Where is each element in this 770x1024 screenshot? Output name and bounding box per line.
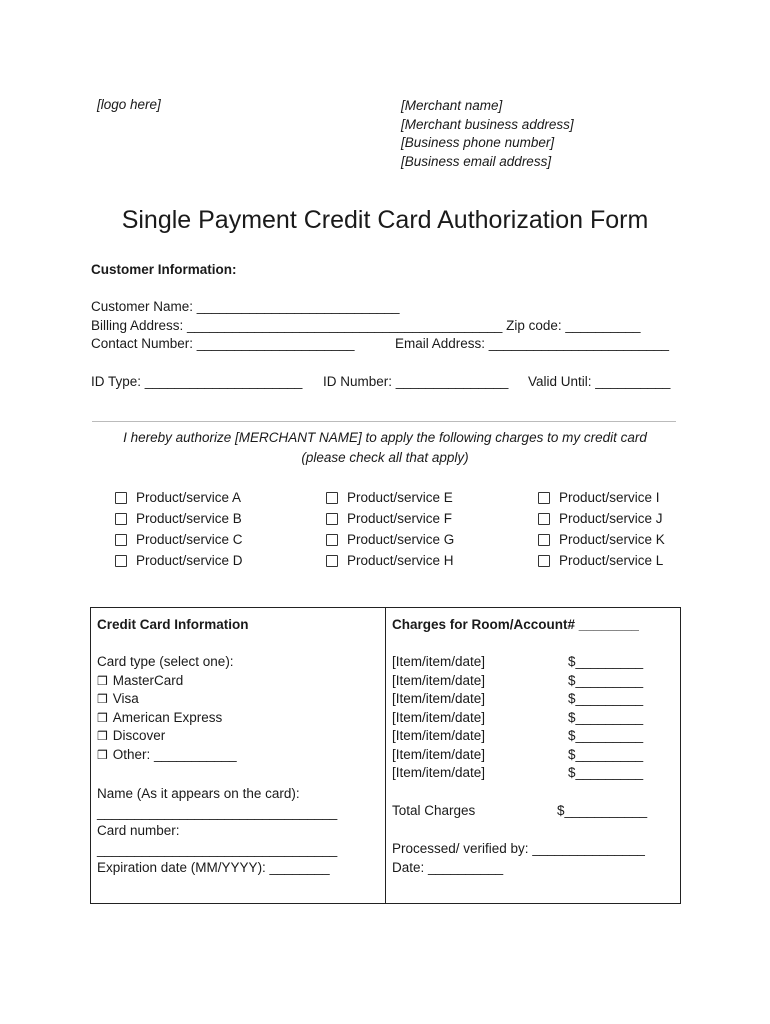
id-number-field[interactable]: ID Number: _______________	[323, 374, 509, 389]
billing-address-field[interactable]: Billing Address: __________________________________________ Zip code: __________	[91, 318, 641, 333]
charge-item: [Item/item/date]	[392, 672, 486, 688]
product-label: Product/service I	[559, 490, 660, 505]
charge-item: [Item/item/date]	[392, 691, 486, 706]
product-option[interactable]	[115, 529, 243, 550]
checkbox[interactable]	[115, 534, 127, 546]
product-label: Product/service J	[559, 511, 663, 526]
section-divider	[92, 421, 676, 422]
total-charges-label: Total Charges	[392, 803, 476, 818]
product-option[interactable]	[538, 529, 665, 550]
card-type-option[interactable]	[97, 690, 237, 709]
charges-heading: Charges for Room/Account# ________	[392, 617, 639, 632]
checkbox[interactable]	[115, 555, 127, 567]
checkbox-icon[interactable]: ❒	[97, 673, 108, 688]
logo-placeholder: [logo here]	[97, 97, 161, 112]
product-option[interactable]	[115, 508, 243, 529]
product-option[interactable]	[326, 550, 454, 571]
checkbox[interactable]	[115, 513, 127, 525]
product-label: Product/service E	[347, 490, 453, 505]
checkbox[interactable]	[326, 492, 338, 504]
product-label: Product/service H	[347, 553, 454, 568]
product-label: Product/service F	[347, 511, 453, 526]
checkbox[interactable]	[326, 534, 338, 546]
checkbox[interactable]	[326, 555, 338, 567]
customer-name-field[interactable]: Customer Name: ___________________________	[91, 299, 400, 314]
card-type-option[interactable]	[97, 746, 237, 765]
charge-amount-field[interactable]: $_________	[568, 672, 644, 688]
checkbox-icon[interactable]: ❒	[97, 710, 108, 725]
charge-amounts	[568, 653, 643, 783]
product-option[interactable]	[326, 487, 454, 508]
cardholder-name-label: Name (As it appears on the card):	[97, 786, 300, 801]
product-option[interactable]	[326, 529, 454, 550]
card-type-label-visa: Visa	[112, 691, 139, 706]
product-option[interactable]	[538, 550, 665, 571]
valid-until-field[interactable]: Valid Until: __________	[528, 374, 671, 389]
expiration-date-field[interactable]: Expiration date (MM/YYYY): ________	[97, 860, 330, 875]
card-info-heading: Credit Card Information	[97, 617, 249, 632]
card-number-label: Card number:	[97, 823, 180, 838]
card-number-field[interactable]: ________________________________	[97, 841, 338, 857]
card-type-section	[97, 653, 237, 764]
card-type-option[interactable]	[97, 709, 237, 728]
merchant-info	[401, 97, 574, 171]
charge-item: [Item/item/date]	[392, 709, 486, 725]
checkbox[interactable]	[538, 555, 550, 567]
authorization-statement: I hereby authorize [MERCHANT NAME] to apply the following charges to my credit card	[123, 430, 647, 445]
checkbox[interactable]	[538, 492, 550, 504]
checkbox-icon[interactable]: ❒	[97, 747, 108, 762]
checkbox-icon[interactable]: ❒	[97, 692, 108, 706]
date-field[interactable]: Date: __________	[392, 860, 504, 875]
card-type-option[interactable]	[97, 672, 237, 691]
product-column-3	[538, 487, 665, 571]
merchant-email: [Business email address]	[401, 153, 552, 169]
product-column-1	[115, 487, 243, 571]
product-label: Product/service D	[136, 553, 243, 568]
email-address-field[interactable]: Email Address: ________________________	[395, 336, 669, 351]
card-type-label: Card type (select one):	[97, 654, 234, 669]
product-column-2	[326, 487, 454, 571]
card-type-label-other: Other: ___________	[112, 746, 237, 762]
charge-item: [Item/item/date]	[392, 746, 486, 762]
product-label: Product/service C	[136, 532, 243, 547]
id-type-field[interactable]: ID Type: _____________________	[91, 374, 303, 389]
charge-item: [Item/item/date]	[392, 654, 486, 669]
product-option[interactable]	[115, 550, 243, 571]
contact-number-field[interactable]: Contact Number: _____________________	[91, 336, 355, 351]
merchant-name: [Merchant name]	[401, 98, 503, 113]
product-label: Product/service G	[347, 532, 455, 547]
checkbox[interactable]	[115, 492, 127, 504]
checkbox[interactable]	[538, 534, 550, 546]
charge-amount-field[interactable]: $_________	[568, 765, 644, 780]
merchant-phone: [Business phone number]	[401, 135, 555, 150]
product-label: Product/service A	[136, 490, 242, 505]
card-type-label-amex: American Express	[112, 709, 223, 725]
charge-amount-field[interactable]: $_________	[568, 746, 644, 762]
charge-amount-field[interactable]: $_________	[568, 691, 644, 706]
merchant-address: [Merchant business address]	[401, 116, 574, 132]
charge-amount-field[interactable]: $_________	[568, 654, 644, 669]
product-option[interactable]	[115, 487, 243, 508]
authorization-note: (please check all that apply)	[301, 450, 469, 465]
checkbox-icon[interactable]: ❒	[97, 729, 108, 743]
card-type-label-mastercard: MasterCard	[112, 672, 184, 688]
cardholder-name-field[interactable]: ________________________________	[97, 804, 338, 820]
charge-amount-field[interactable]: $_________	[568, 728, 644, 743]
checkbox[interactable]	[538, 513, 550, 525]
card-type-label-discover: Discover	[112, 728, 166, 743]
product-label: Product/service L	[559, 553, 664, 568]
product-option[interactable]	[538, 487, 665, 508]
page-title: Single Payment Credit Card Authorization Form	[121, 206, 649, 234]
checkbox[interactable]	[326, 513, 338, 525]
charge-item: [Item/item/date]	[392, 728, 486, 743]
product-option[interactable]	[538, 508, 665, 529]
table-divider	[385, 607, 386, 904]
charge-item: [Item/item/date]	[392, 765, 486, 780]
customer-info-heading: Customer Information:	[91, 262, 237, 277]
charge-amount-field[interactable]: $_________	[568, 709, 644, 725]
card-details-section	[97, 785, 337, 878]
product-label: Product/service B	[136, 511, 242, 526]
processed-by-field[interactable]: Processed/ verified by: _______________	[392, 841, 645, 856]
product-label: Product/service K	[559, 532, 665, 547]
card-type-option[interactable]	[97, 727, 237, 746]
charge-items	[392, 653, 485, 783]
total-charges-field[interactable]: $___________	[557, 803, 648, 818]
product-option[interactable]	[326, 508, 454, 529]
